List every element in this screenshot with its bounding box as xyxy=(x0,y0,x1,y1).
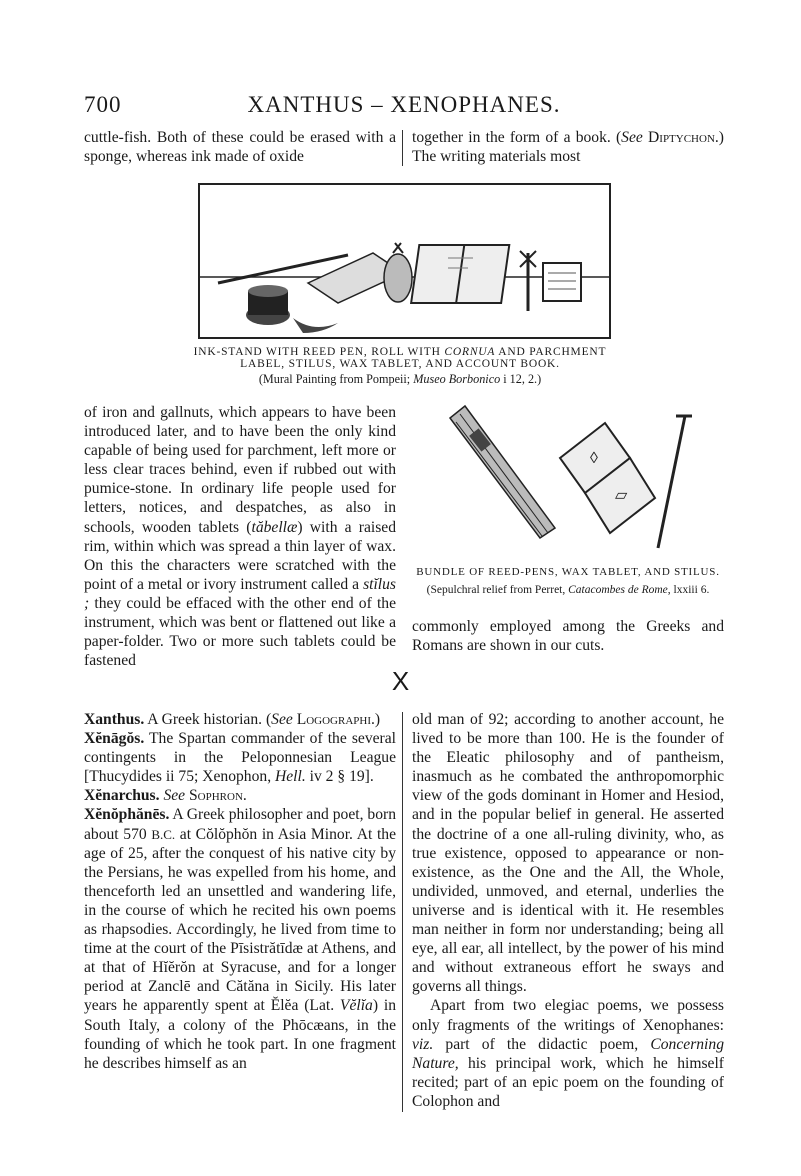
middle-left-text: of iron and gallnuts, which appears to have been introduced later, and to have been the only kind capable of being used for parchment, left more or less clear traces behind, even if rubbed out with pumice-stone. In ordinary life people used for letters, notices, and despatches, as also in schools, wooden tablets (tăbellæ) with a raised rim, within which was spread a thin layer of wax. On this the characters were scratched with the point of a metal or ivory instrument called a stĭlus ; they could be effaced with the other end of the instrument, which was bent or flattened out like a paper-folder. Two or more such tablets could be fastened xyxy=(84,404,396,670)
account-book-icon xyxy=(543,263,581,301)
svg-text:▱: ▱ xyxy=(615,487,628,504)
section-letter: X xyxy=(391,666,410,696)
entry-xenophanes: Xĕnŏphănēs. A Greek philosopher and poet, born about 570 B.C. at Cŏlŏphŏn in Asia Minor. At the age of 25, after the conquest of his native city by the Persians, he was expelled from his home, and thenceforth led an unsettled and wandering life, in the course of which he recited his own poems as rhapsodies. Accordingly, he lived from time to time at the court of the Pīsistrătīdæ at Athens, and at that of Hĭĕrŏn at Syracuse, and for a longer period at Zanclē and Cătăna in Sicily. His later years he apparently spent at Ĕlĕa (Lat. Vĕlĭa) in South Italy, a colony of the Phōcæans, in the founding of which he took part. In one fragment he describes himself as an xyxy=(84,806,396,1072)
entries-right-column: old man of 92; according to another account, he lived to be more than 100. He is the founder of the Eleatic philosophy and of pantheism, inasmuch as he combated the anthropomorphic view of the gods dominant in Homer and Hesiod, and in the popular belief in general. He asserted the doctrine of a one all-ruling divinity, who, as true existence, opposed to appearance or non-existence, as the One and the All, the Whole, undivided, unmoved, and eternal, underlies the universe and is identical with it. He resembles man neither in form nor understanding; being all eye, all ear, all intellect, by the power of his mind and without extraneous effort he sways and governs all things. Apart from two elegiac poems, we possess only fragments of the writings of Xenophanes: viz. part of the didactic poem, Concerning Nature, his principal work, which he himself recited; part of an epic poem on the founding of Colophon and xyxy=(412,711,724,1110)
reed-pens-bundle-icon xyxy=(450,406,555,538)
page-header xyxy=(84,92,724,122)
entry-xanthus: Xanthus. A Greek historian. (See Logographi.) xyxy=(84,711,381,728)
reed-pens-tablet-illustration xyxy=(430,398,700,558)
middle-right-text: commonly employed among the Greeks and Romans are shown in our cuts. xyxy=(412,618,724,655)
entry-xenagos: Xĕnāgŏs. The Spartan commander of the several contingents in the Peloponnesian League [Thucydides ii 75; Xenophon, Hell. iv 2 § 19]. xyxy=(84,730,396,786)
entry-xenarchus: Xĕnarchus. See Sophron. xyxy=(84,787,247,805)
column-divider xyxy=(402,712,403,1112)
stilus-icon xyxy=(658,416,692,548)
parchment-label-icon xyxy=(293,318,338,333)
figure-2-caption: BUNDLE OF REED-PENS, WAX TABLET, AND STILUS. (Sepulchral relief from Perret, Catacombes de Rome, lxxiii 6. xyxy=(416,566,720,596)
svg-text:◊: ◊ xyxy=(590,450,598,467)
scroll-icon xyxy=(308,243,412,303)
figure-1-caption: INK-STAND WITH REED PEN, ROLL WITH CORNUA AND PARCHMENT LABEL, STILUS, WAX TABLET, AND ACCOUNT BOOK. (Mural Painting from Pompeii; Museo Borbonico i 12, 2.) xyxy=(193,346,607,386)
entries-left-column xyxy=(84,710,396,1073)
writing-materials-illustration xyxy=(198,183,611,339)
top-right-text: together in the form of a book. (See Diptychon.) The writing materials most xyxy=(412,129,724,166)
running-title: XANTHUS – XENOPHANES. xyxy=(247,92,561,117)
inkstand-icon xyxy=(246,285,290,325)
wax-tablet-open-icon xyxy=(560,423,655,533)
page-number: 700 xyxy=(84,92,122,117)
column-divider xyxy=(402,130,403,166)
top-left-text: cuttle-fish. Both of these could be erased with a sponge, whereas ink made of oxide xyxy=(84,129,396,166)
wax-tablet-icon xyxy=(411,245,509,303)
